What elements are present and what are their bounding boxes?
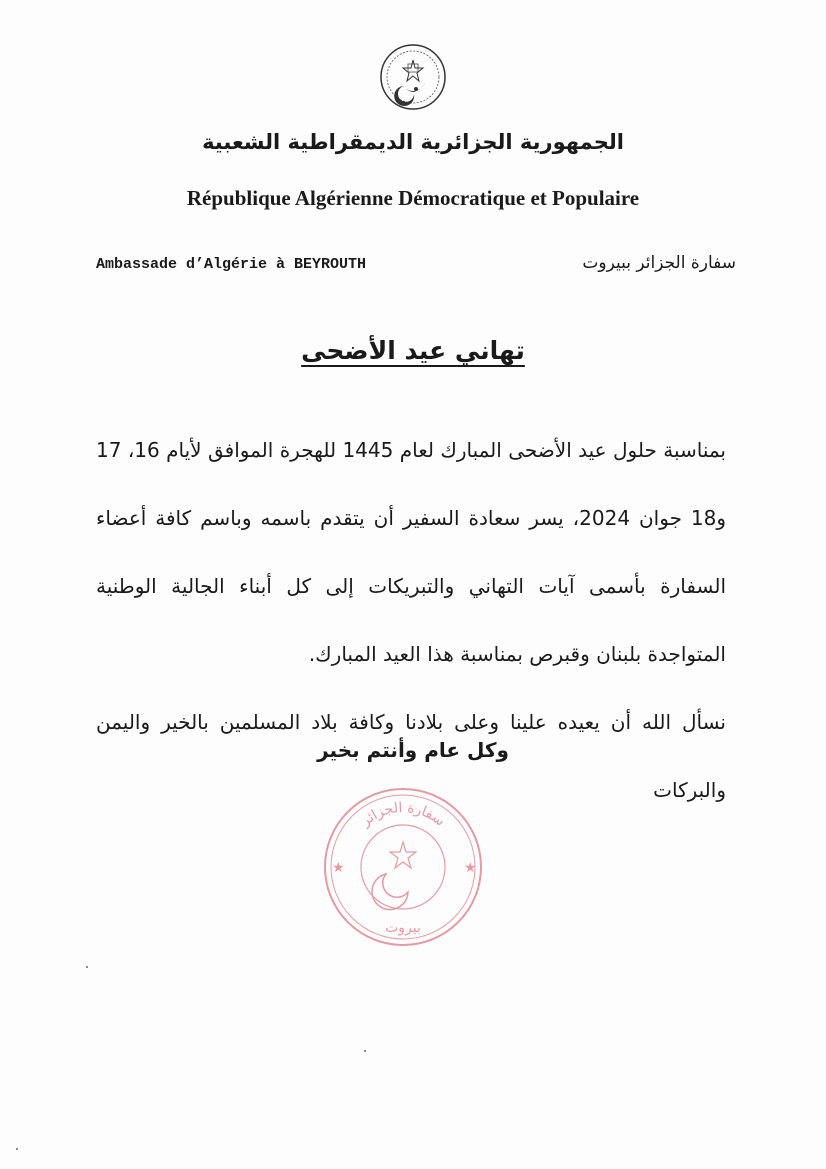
body-paragraph-2: نسأل الله أن يعيده علينا وعلى بلادنا وكافة بلاد المسلمين بالخير واليمن والبركات	[96, 710, 726, 802]
embassy-name-arabic: سفارة الجزائر ببيروت	[582, 253, 736, 273]
embassy-stamp	[318, 782, 488, 952]
algeria-emblem-icon	[378, 42, 448, 112]
subject-heading	[0, 336, 826, 365]
closing-greeting: وكل عام وأنتم بخير	[317, 738, 509, 762]
letter-body	[96, 416, 726, 824]
stamp-top-arc: سفارة الجزائر	[358, 799, 448, 830]
republic-title-arabic: الجمهورية الجزائرية الديمقراطية الشعبية	[202, 130, 624, 154]
scan-speck	[364, 1050, 366, 1052]
body-paragraph-1: بمناسبة حلول عيد الأضحى المبارك لعام 1445 للهجرة الموافق لأيام 16، 17 و18 جوان 2024، يسر سعادة السفير أن يتقدم باسمه وباسم كافة أعضاء السفارة بأسمى آيات التهاني والتبريكات إلى كل أبناء الجالية الوطنية المتواجدة بلبنان وقبرص بمناسبة هذا العيد المبارك.	[96, 438, 727, 666]
embassy-name-french: Ambassade d’Algérie à BEYROUTH	[96, 256, 367, 273]
stamp-star-left-icon: ★	[332, 860, 345, 876]
stamp-star-right-icon: ★	[464, 860, 477, 876]
republic-title-french: République Algérienne Démocratique et Populaire	[186, 186, 640, 210]
scan-speck	[86, 966, 88, 968]
subject-text: تهاني عيد الأضحى	[301, 336, 525, 365]
stamp-top-text	[357, 800, 448, 830]
scan-speck	[16, 1148, 18, 1150]
stamp-bottom-text: بيروت	[385, 920, 421, 936]
